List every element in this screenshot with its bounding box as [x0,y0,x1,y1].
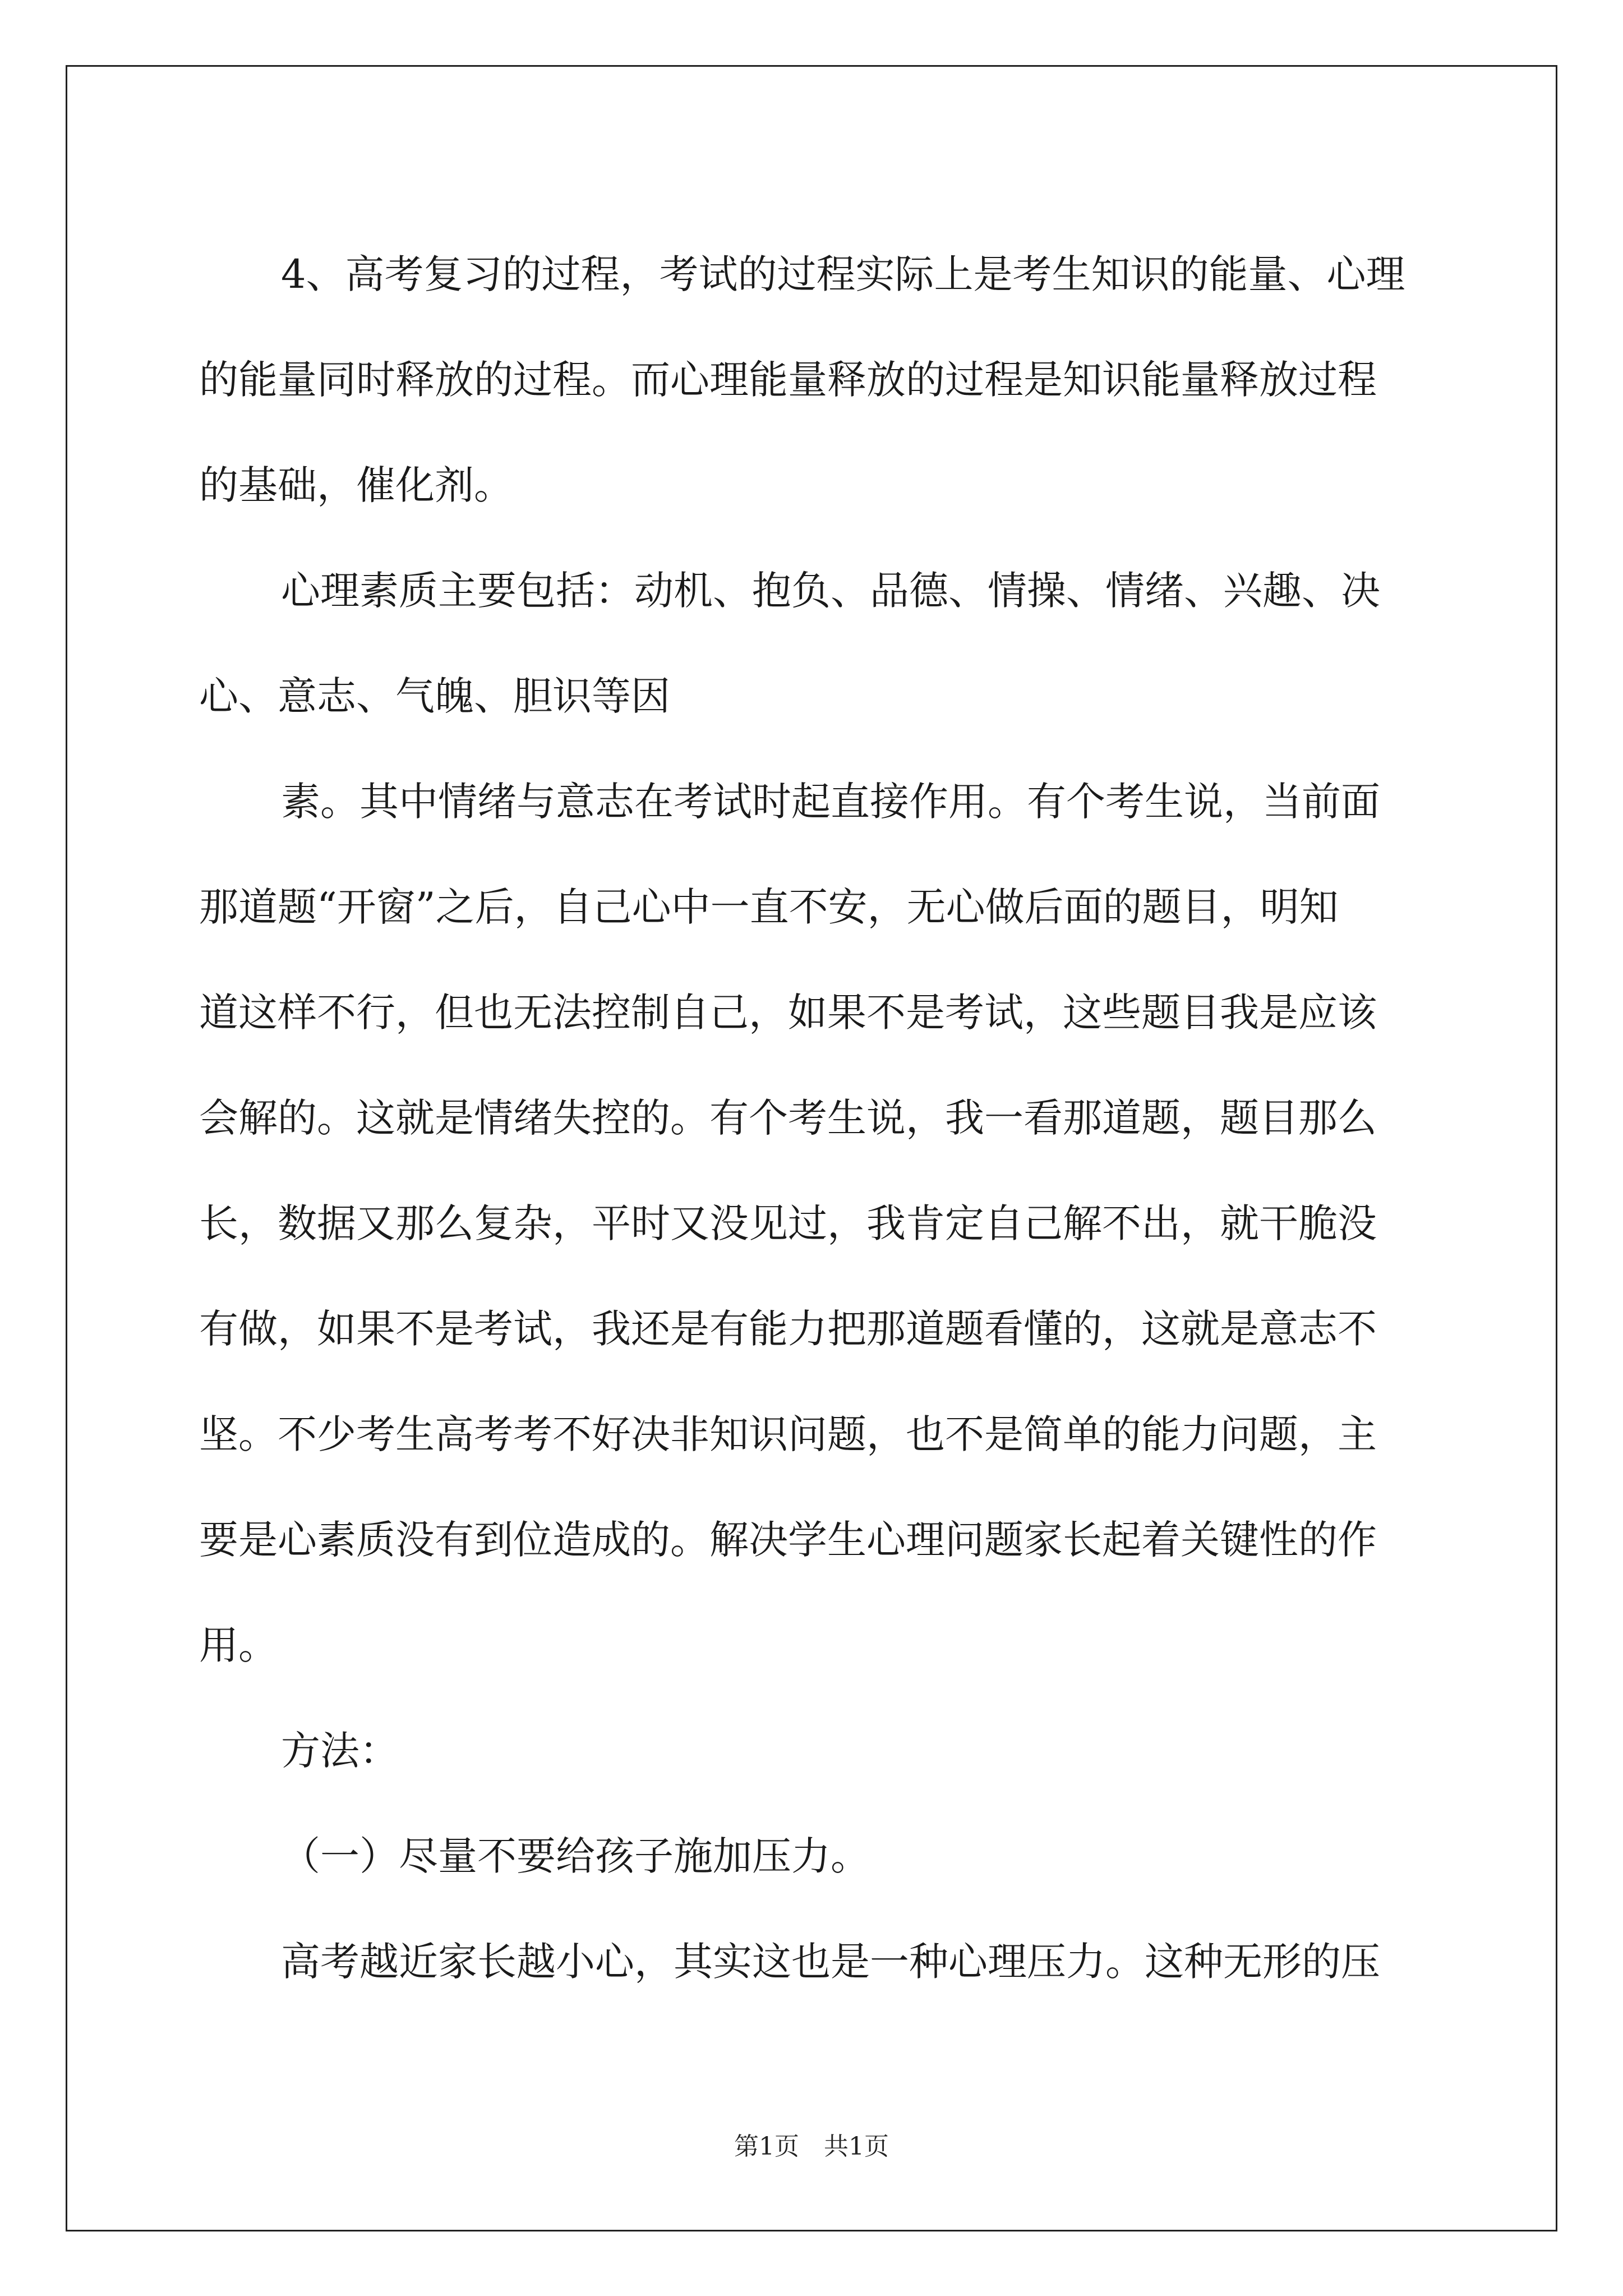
text-line: 那道题“开窗”之后，自己心中一直不安，无心做后面的题目，明知 [199,884,1339,930]
text-line: 素。其中情绪与意志在考试时起直接作用。有个考生说，当前面 [281,779,1380,825]
text-line: （一）尽量不要给孩子施加压力。 [281,1833,870,1879]
text-line: 会解的。这就是情绪失控的。有个考生说，我一看那道题，题目那么 [199,1095,1377,1141]
text-line: 高考越近家长越小心，其实这也是一种心理压力。这种无形的压 [281,1939,1380,1985]
text-line: 要是心素质没有到位造成的。解决学生心理问题家长起着关键性的作 [199,1517,1377,1563]
page-number: 第1页 共1页 [734,2132,889,2161]
text-line: 心、意志、气魄、胆识等因 [199,673,670,719]
text-line: 用。 [199,1622,278,1668]
text-line: 方法： [281,1728,399,1774]
text-line: 坚。不少考生高考考不好决非知识问题，也不是简单的能力问题，主 [199,1411,1377,1457]
text-line: 的能量同时释放的过程。而心理能量释放的过程是知识能量释放过程 [199,357,1377,403]
text-line: 有做，如果不是考试，我还是有能力把那道题看懂的，这就是意志不 [199,1306,1377,1352]
text-line: 长，数据又那么复杂，平时又没见过，我肯定自己解不出，就干脆没 [199,1200,1377,1246]
text-line: 4、高考复习的过程，考试的过程实际上是考生知识的能量、心理 [281,251,1405,297]
document-body [199,222,1433,2014]
text-line: 的基础，催化剂。 [199,462,513,508]
text-line: 心理素质主要包括：动机、抱负、品德、情操、情绪、兴趣、决 [281,568,1380,614]
text-line: 道这样不行，但也无法控制自己，如果不是考试，这些题目我是应该 [199,990,1377,1036]
